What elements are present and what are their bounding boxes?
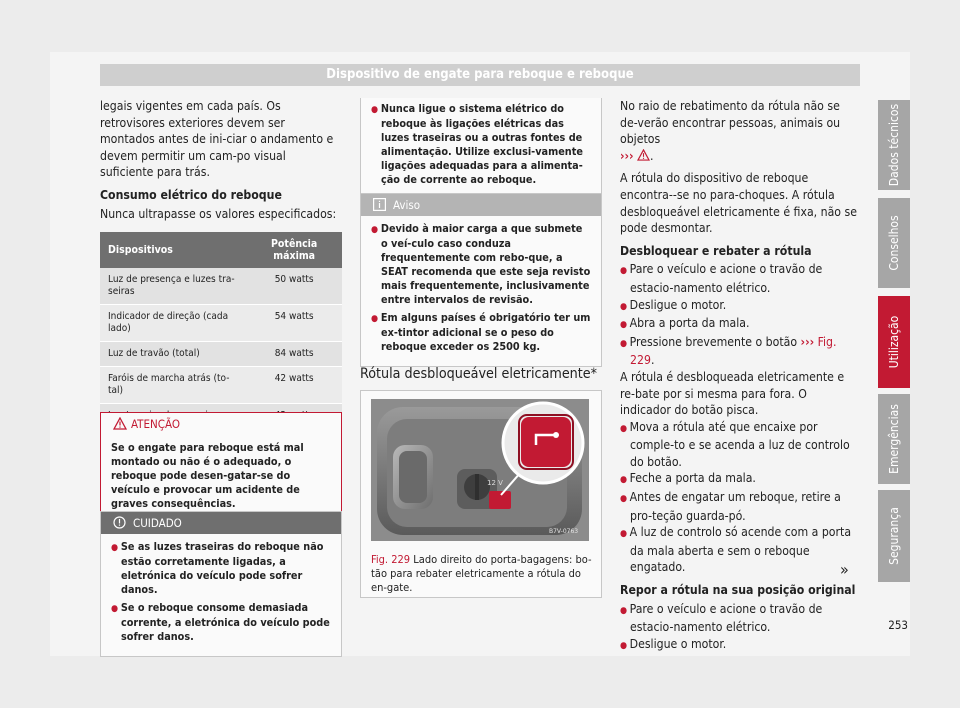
notice-item: ● Em alguns países é obrigatório ter um ex-tintor adicional se o peso do reboque exceder os 2500 kg.	[371, 311, 591, 354]
section-title: Rótula desbloqueável eletricamente*	[360, 366, 598, 382]
page-header: Dispositivo de engate para reboque e reboque	[100, 64, 860, 86]
info-circle-icon	[113, 512, 126, 536]
continue-arrow: »	[840, 560, 849, 579]
notice-box	[360, 193, 602, 367]
intro-paragraph: legais vigentes em cada país. Os retrovisores exteriores devem ser montados antes de ini-ciar o andamento e devem permitir um cam-po visual suficiente para trás.	[100, 99, 334, 180]
tab-technical-data[interactable]: Dados técnicos	[878, 100, 910, 190]
figure-caption-text: Lado direito do porta-bagagens: bo-tão para rebater eletricamente a rótula do en-gate.	[371, 553, 592, 594]
tab-advice[interactable]: Conselhos	[878, 198, 910, 288]
location-paragraph: A rótula do dispositivo de reboque encontra--se no para-choques. A rótula desbloqueável eletricamente é fixa, não se pode desmontar.	[620, 171, 857, 236]
note-continuation-body	[361, 98, 601, 199]
page-number: 253	[888, 618, 908, 632]
trunk-button-illustration	[371, 399, 589, 541]
warning-triangle-icon	[637, 149, 650, 161]
step-item: ● Desligue o motor.	[620, 636, 860, 655]
figure-code: B7V-0763	[549, 528, 579, 535]
table-cell-power: 42 watts	[246, 367, 342, 404]
table-row	[100, 305, 342, 342]
tab-safety[interactable]: Segurança	[878, 490, 910, 582]
table-header-power: Potência máxima	[246, 232, 342, 268]
step-item: ● A luz de controlo só acende com a porta da mala aberta e sem o reboque engatado.	[620, 524, 860, 576]
table-cell-device: Indicador de direção (cada lado)	[100, 305, 246, 342]
figure-caption	[371, 553, 593, 595]
step-item: ● Desligue o motor.	[620, 297, 860, 316]
info-square-icon	[373, 194, 386, 218]
notice-header	[361, 194, 601, 216]
table-row	[100, 268, 342, 305]
caution-header	[101, 512, 341, 534]
press-result-text: A rótula é desbloqueada eletricamente e re-bate por si mesma para fora. O indicador do botão pisca.	[620, 369, 845, 418]
warning-title: ATENÇÃO	[131, 417, 181, 431]
table-cell-device: Luz de travão (total)	[100, 342, 246, 367]
table-cell-power: 84 watts	[246, 342, 342, 367]
note-continuation-item: ● Nunca ligue o sistema elétrico do reboque às ligações elétricas das luzes traseiras ou a outras fontes de alimentação. Utilize exclusi-vamente ligações adequadas para a alimenta-ção de corrente ao reboque.	[371, 102, 591, 187]
notice-title: Aviso	[393, 198, 421, 212]
step-item: ● Mova a rótula até que encaixe por comple-to e se acenda a luz de controlo do botão.	[620, 419, 860, 471]
figure-caption-label: Fig. 229	[371, 553, 411, 566]
consumption-note: Nunca ultrapasse os valores especificados:	[100, 206, 337, 221]
cross-reference-link[interactable]: ›››	[800, 334, 815, 349]
socket-label: 12 V	[487, 479, 503, 487]
caution-title: CUIDADO	[133, 516, 182, 530]
step-item: ● Antes de engatar um reboque, retire a pro-teção guarda-pó.	[620, 489, 860, 524]
step-item: ● Pare o veículo e acione o travão de estacio-namento elétrico.	[620, 261, 860, 296]
step-item: ● Feche a porta da mala.	[620, 470, 860, 489]
power-table	[100, 232, 342, 429]
caution-box	[100, 511, 342, 657]
table-row	[100, 342, 342, 367]
caution-item: ● Se o reboque consome demasiada corrente, a eletrónica do veículo pode sofrer danos.	[111, 601, 331, 644]
column-left	[100, 98, 342, 429]
warning-body	[101, 435, 341, 523]
caution-body	[101, 534, 341, 656]
warning-text: Se o engate para reboque está mal montado ou não é o adequado, o reboque pode desen-gatar-se do veículo e provocar um acidente de graves consequências.	[111, 441, 304, 510]
warning-box	[100, 412, 342, 524]
table-row	[100, 367, 342, 404]
unlock-heading: Desbloquear e rebater a rótula	[620, 243, 812, 258]
cross-reference-link[interactable]: ›››	[620, 148, 634, 163]
table-cell-power: 54 watts	[246, 305, 342, 342]
column-right	[620, 98, 860, 654]
table-cell-device: Luz de presença e luzes tra-seiras	[100, 268, 246, 305]
table-cell-power: 50 watts	[246, 268, 342, 305]
table-header-devices: Dispositivos	[100, 232, 246, 268]
warning-triangle-icon	[113, 413, 127, 437]
figure-229	[360, 390, 602, 598]
restore-heading: Repor a rótula na sua posição original	[620, 583, 856, 598]
note-continuation-box	[360, 98, 602, 200]
warning-header	[101, 413, 341, 435]
caution-item: ● Se as luzes traseiras do reboque não estão corretamente ligadas, a eletrónica do veículo pode sofrer danos.	[111, 540, 331, 597]
consumption-heading: Consumo elétrico do reboque	[100, 187, 282, 202]
radius-paragraph: No raio de rebatimento da rótula não se de-verão encontrar pessoas, animais ou objetos ››› .	[620, 99, 841, 163]
tab-emergencies[interactable]: Emergências	[878, 394, 910, 484]
step-item-press-button: ● Pressione brevemente o botão ››› Fig. 229.	[620, 334, 860, 369]
table-cell-device: Faróis de marcha atrás (to-tal)	[100, 367, 246, 404]
step-item: ● Abra a porta da mala.	[620, 315, 860, 334]
notice-item: ● Devido à maior carga a que submete o veí-culo caso conduza frequentemente com rebo-que, a SEAT recomenda que este seja revisto mais frequentemente, inclusivamente entre intervalos de revisão.	[371, 222, 591, 307]
tab-usage[interactable]: Utilização	[878, 296, 910, 388]
figure-reference-link[interactable]: Fig. 229	[630, 334, 837, 368]
notice-body	[361, 216, 601, 366]
step-item: ● Pare o veículo e acione o travão de estacio-namento elétrico.	[620, 601, 860, 636]
